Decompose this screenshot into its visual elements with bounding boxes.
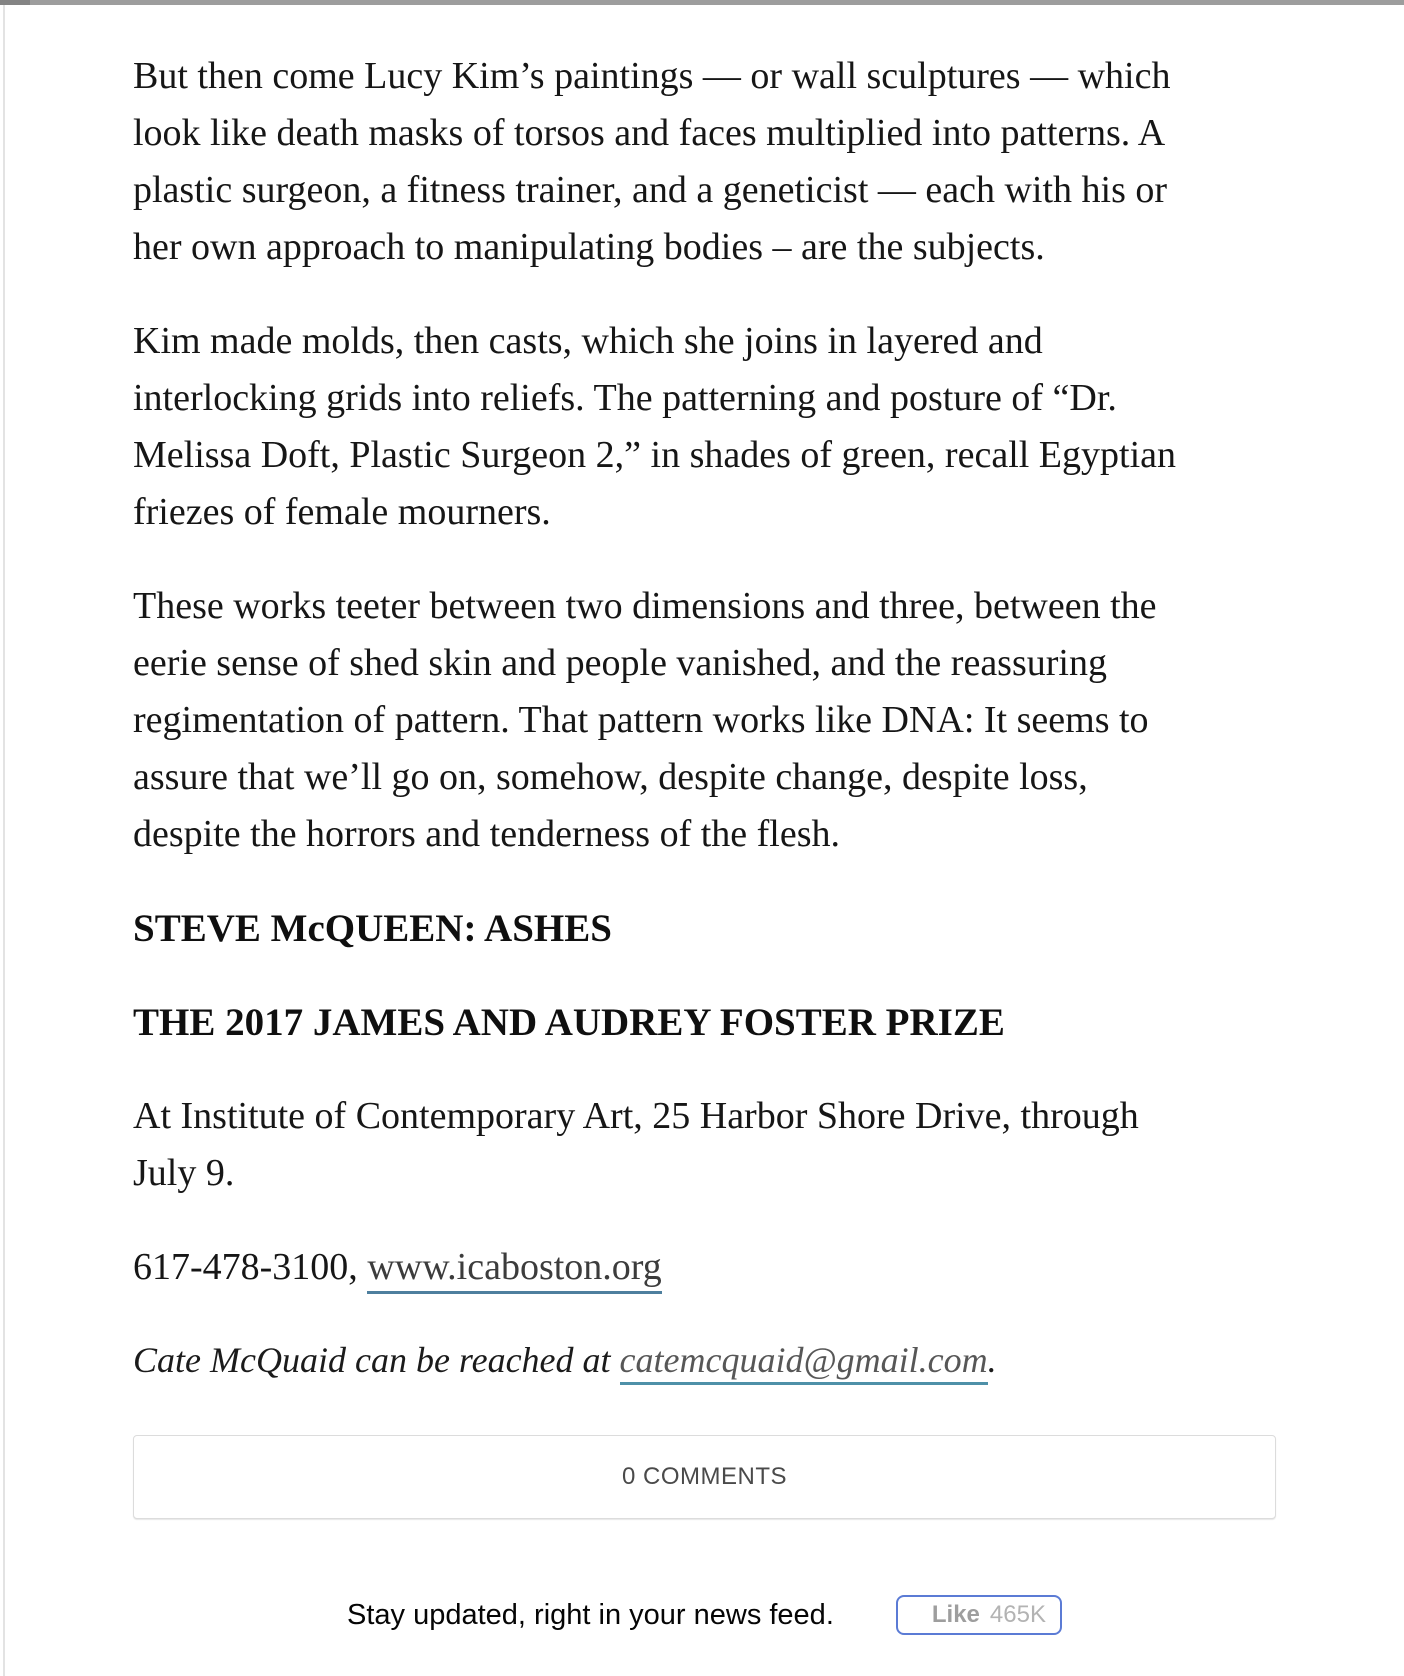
stay-updated-text: Stay updated, right in your news feed. <box>347 1598 834 1631</box>
comments-button[interactable] <box>133 1435 1276 1519</box>
exhibit-heading-foster-prize: THE 2017 JAMES AND AUDREY FOSTER PRIZE <box>133 1001 1005 1044</box>
window-top-edge <box>0 0 1404 5</box>
email-link[interactable]: catemcquaid@gmail.com <box>620 1340 988 1385</box>
article-paragraph-3: These works teeter between two dimensions and three, between the eerie sense of shed skin and people vanished, and the reassuring regimentation of pattern. That pattern works like DNA: It seems to assure that we’ll go on, somehow, despite change, despite loss, despite the horrors and tenderness of the flesh. <box>133 585 1157 855</box>
like-count: 465K <box>989 1601 1046 1628</box>
exhibit-heading-steve-mcqueen: STEVE McQUEEN: ASHES <box>133 907 612 950</box>
article-paragraph-2: Kim made molds, then casts, which she joins in layered and interlocking grids into reliefs. The patterning and posture of “Dr. Melissa Doft, Plastic Surgeon 2,” in shades of green, recall Egyptian friezes of female mourners. <box>133 320 1176 533</box>
phone-number: 617-478-3100, <box>133 1246 368 1288</box>
website-link[interactable]: www.icaboston.org <box>367 1246 661 1294</box>
article-paragraph-1: But then come Lucy Kim’s paintings — or wall sculptures — which look like death masks of torsos and faces multiplied into patterns. A plastic surgeon, a fitness trainer, and a geneticist — each with his or her own approach to manipulating bodies – are the subjects. <box>133 55 1171 268</box>
comments-count-label: 0 COMMENTS <box>621 1463 787 1490</box>
author-contact-suffix: . <box>987 1340 997 1380</box>
author-contact-note <box>133 1333 1191 1387</box>
newsfeed-promo <box>133 1595 1276 1635</box>
page-left-border <box>3 5 5 1676</box>
facebook-like-button[interactable] <box>896 1595 1062 1635</box>
author-contact-prefix: Cate McQuaid can be reached at <box>133 1340 620 1380</box>
contact-line <box>133 1239 1191 1296</box>
like-label: Like <box>931 1601 980 1628</box>
venue-line: At Institute of Contemporary Art, 25 Harbor Shore Drive, through July 9. <box>133 1095 1139 1194</box>
